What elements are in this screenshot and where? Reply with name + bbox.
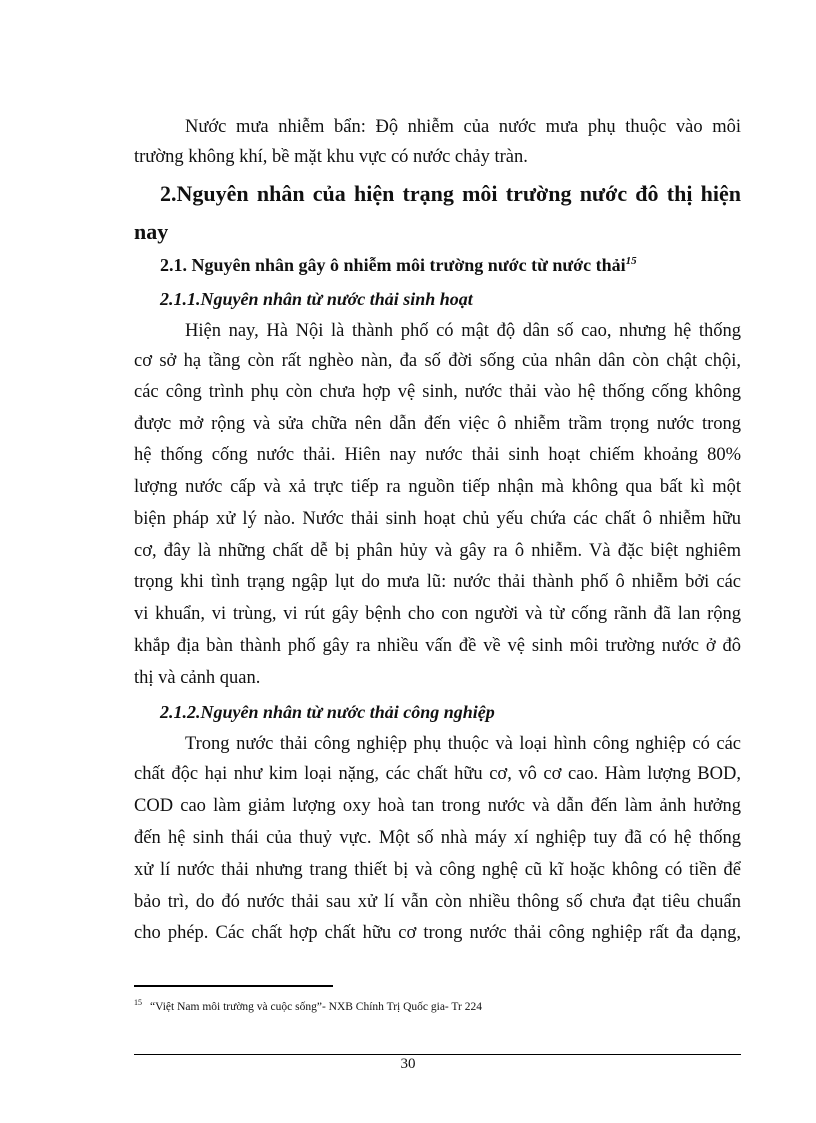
paragraph-2-1-2-line-7: cho phép. Các chất hợp chất hữu cơ trong nước thải công nghiệp rất đa dạng, xyxy=(134,923,741,943)
paragraph-2-1-1-line-11: khắp địa bàn thành phố gây ra nhiều vấn đề về vệ sinh môi trường nước ở đô xyxy=(134,636,741,656)
paragraph-2-1-1-line-5: hệ thống cống nước thải. Hiên nay nước thải sinh hoạt chiếm khoảng 80% xyxy=(134,445,741,465)
paragraph-2-1-1-line-9: trọng khi tình trạng ngập lụt do mưa lũ: nước thải thành phố ô nhiễm bởi các xyxy=(134,572,741,592)
paragraph-2-1-1-line-1: Hiện nay, Hà Nội là thành phố có mật độ dân số cao, nhưng hệ thống xyxy=(185,321,741,341)
section-2-1-1-heading: 2.1.1.Nguyên nhân từ nước thải sinh hoạt xyxy=(160,289,473,309)
section-2-heading-line-1: 2.Nguyên nhân của hiện trạng môi trường nước đô thị hiện xyxy=(160,181,741,206)
footnote-reference[interactable]: 15 xyxy=(625,255,637,267)
paragraph-2-1-2-line-5: xử lí nước thải nhưng trang thiết bị và công nghệ cũ kĩ hoặc không có tiền để xyxy=(134,860,741,880)
section-2-1-heading xyxy=(160,254,637,276)
intro-line-2: trường không khí, bề mặt khu vực có nước chảy tràn. xyxy=(134,147,528,167)
section-2-1-2-heading: 2.1.2.Nguyên nhân từ nước thải công nghiệp xyxy=(160,702,495,722)
footnote-separator xyxy=(134,985,333,987)
footnote-number: 15 xyxy=(134,998,142,1008)
paragraph-2-1-1-line-4: được mở rộng và sửa chữa nên dẫn đến việc ô nhiễm trầm trọng nước trong xyxy=(134,414,741,434)
paragraph-2-1-1-line-6: lượng nước cấp và xả trực tiếp ra nguồn tiếp nhận mà không qua bất kì một xyxy=(134,477,741,497)
page-number: 30 xyxy=(400,1056,416,1072)
paragraph-2-1-1-line-8: cơ, đây là những chất dễ bị phân hủy và gây ra ô nhiễm. Và đặc biệt nghiêm xyxy=(134,541,741,561)
paragraph-2-1-2-line-2: chất độc hại như kim loại nặng, các chất hữu cơ, vô cơ cao. Hàm lượng BOD, xyxy=(134,764,741,784)
paragraph-2-1-1-line-12: thị và cảnh quan. xyxy=(134,668,261,688)
paragraph-2-1-1-line-3: các công trình phụ còn chưa hợp vệ sinh, nước thải vào hệ thống cống không xyxy=(134,382,741,402)
paragraph-2-1-1-line-10: vi khuẩn, vi trùng, vi rút gây bệnh cho con người và từ cống rãnh đã lan rộng xyxy=(134,604,741,624)
paragraph-2-1-1-line-2: cơ sở hạ tầng còn rất nghèo nàn, đa số đời sống của nhân dân còn chật chội, xyxy=(134,351,741,371)
paragraph-2-1-2-line-6: bảo trì, do đó nước thải sau xử lí vẫn còn nhiều thông số chưa đạt tiêu chuẩn xyxy=(134,892,741,912)
intro-line-1: Nước mưa nhiễm bẩn: Độ nhiễm của nước mưa phụ thuộc vào môi xyxy=(185,117,741,137)
footnote xyxy=(134,1000,482,1014)
paragraph-2-1-2-line-1: Trong nước thải công nghiệp phụ thuộc và loại hình công nghiệp có các xyxy=(185,734,741,754)
section-2-1-heading-text: 2.1. Nguyên nhân gây ô nhiễm môi trường nước từ nước thải xyxy=(160,255,626,275)
paragraph-2-1-2-line-3: COD cao làm giảm lượng oxy hoà tan trong nước và dẫn đến làm ảnh hưởng xyxy=(134,796,741,816)
footnote-text: “Việt Nam môi trường và cuộc sống”- NXB Chính Trị Quốc gia- Tr 224 xyxy=(150,1001,483,1013)
paragraph-2-1-1-line-7: biện pháp xử lý nào. Nước thải sinh hoạt chủ yếu chứa các chất ô nhiễm hữu xyxy=(134,509,741,529)
paragraph-2-1-2-line-4: đến hệ sinh thái của thuỷ vực. Một số nhà máy xí nghiệp tuy đã có hệ thống xyxy=(134,828,741,848)
section-2-heading-line-2: nay xyxy=(134,219,169,244)
